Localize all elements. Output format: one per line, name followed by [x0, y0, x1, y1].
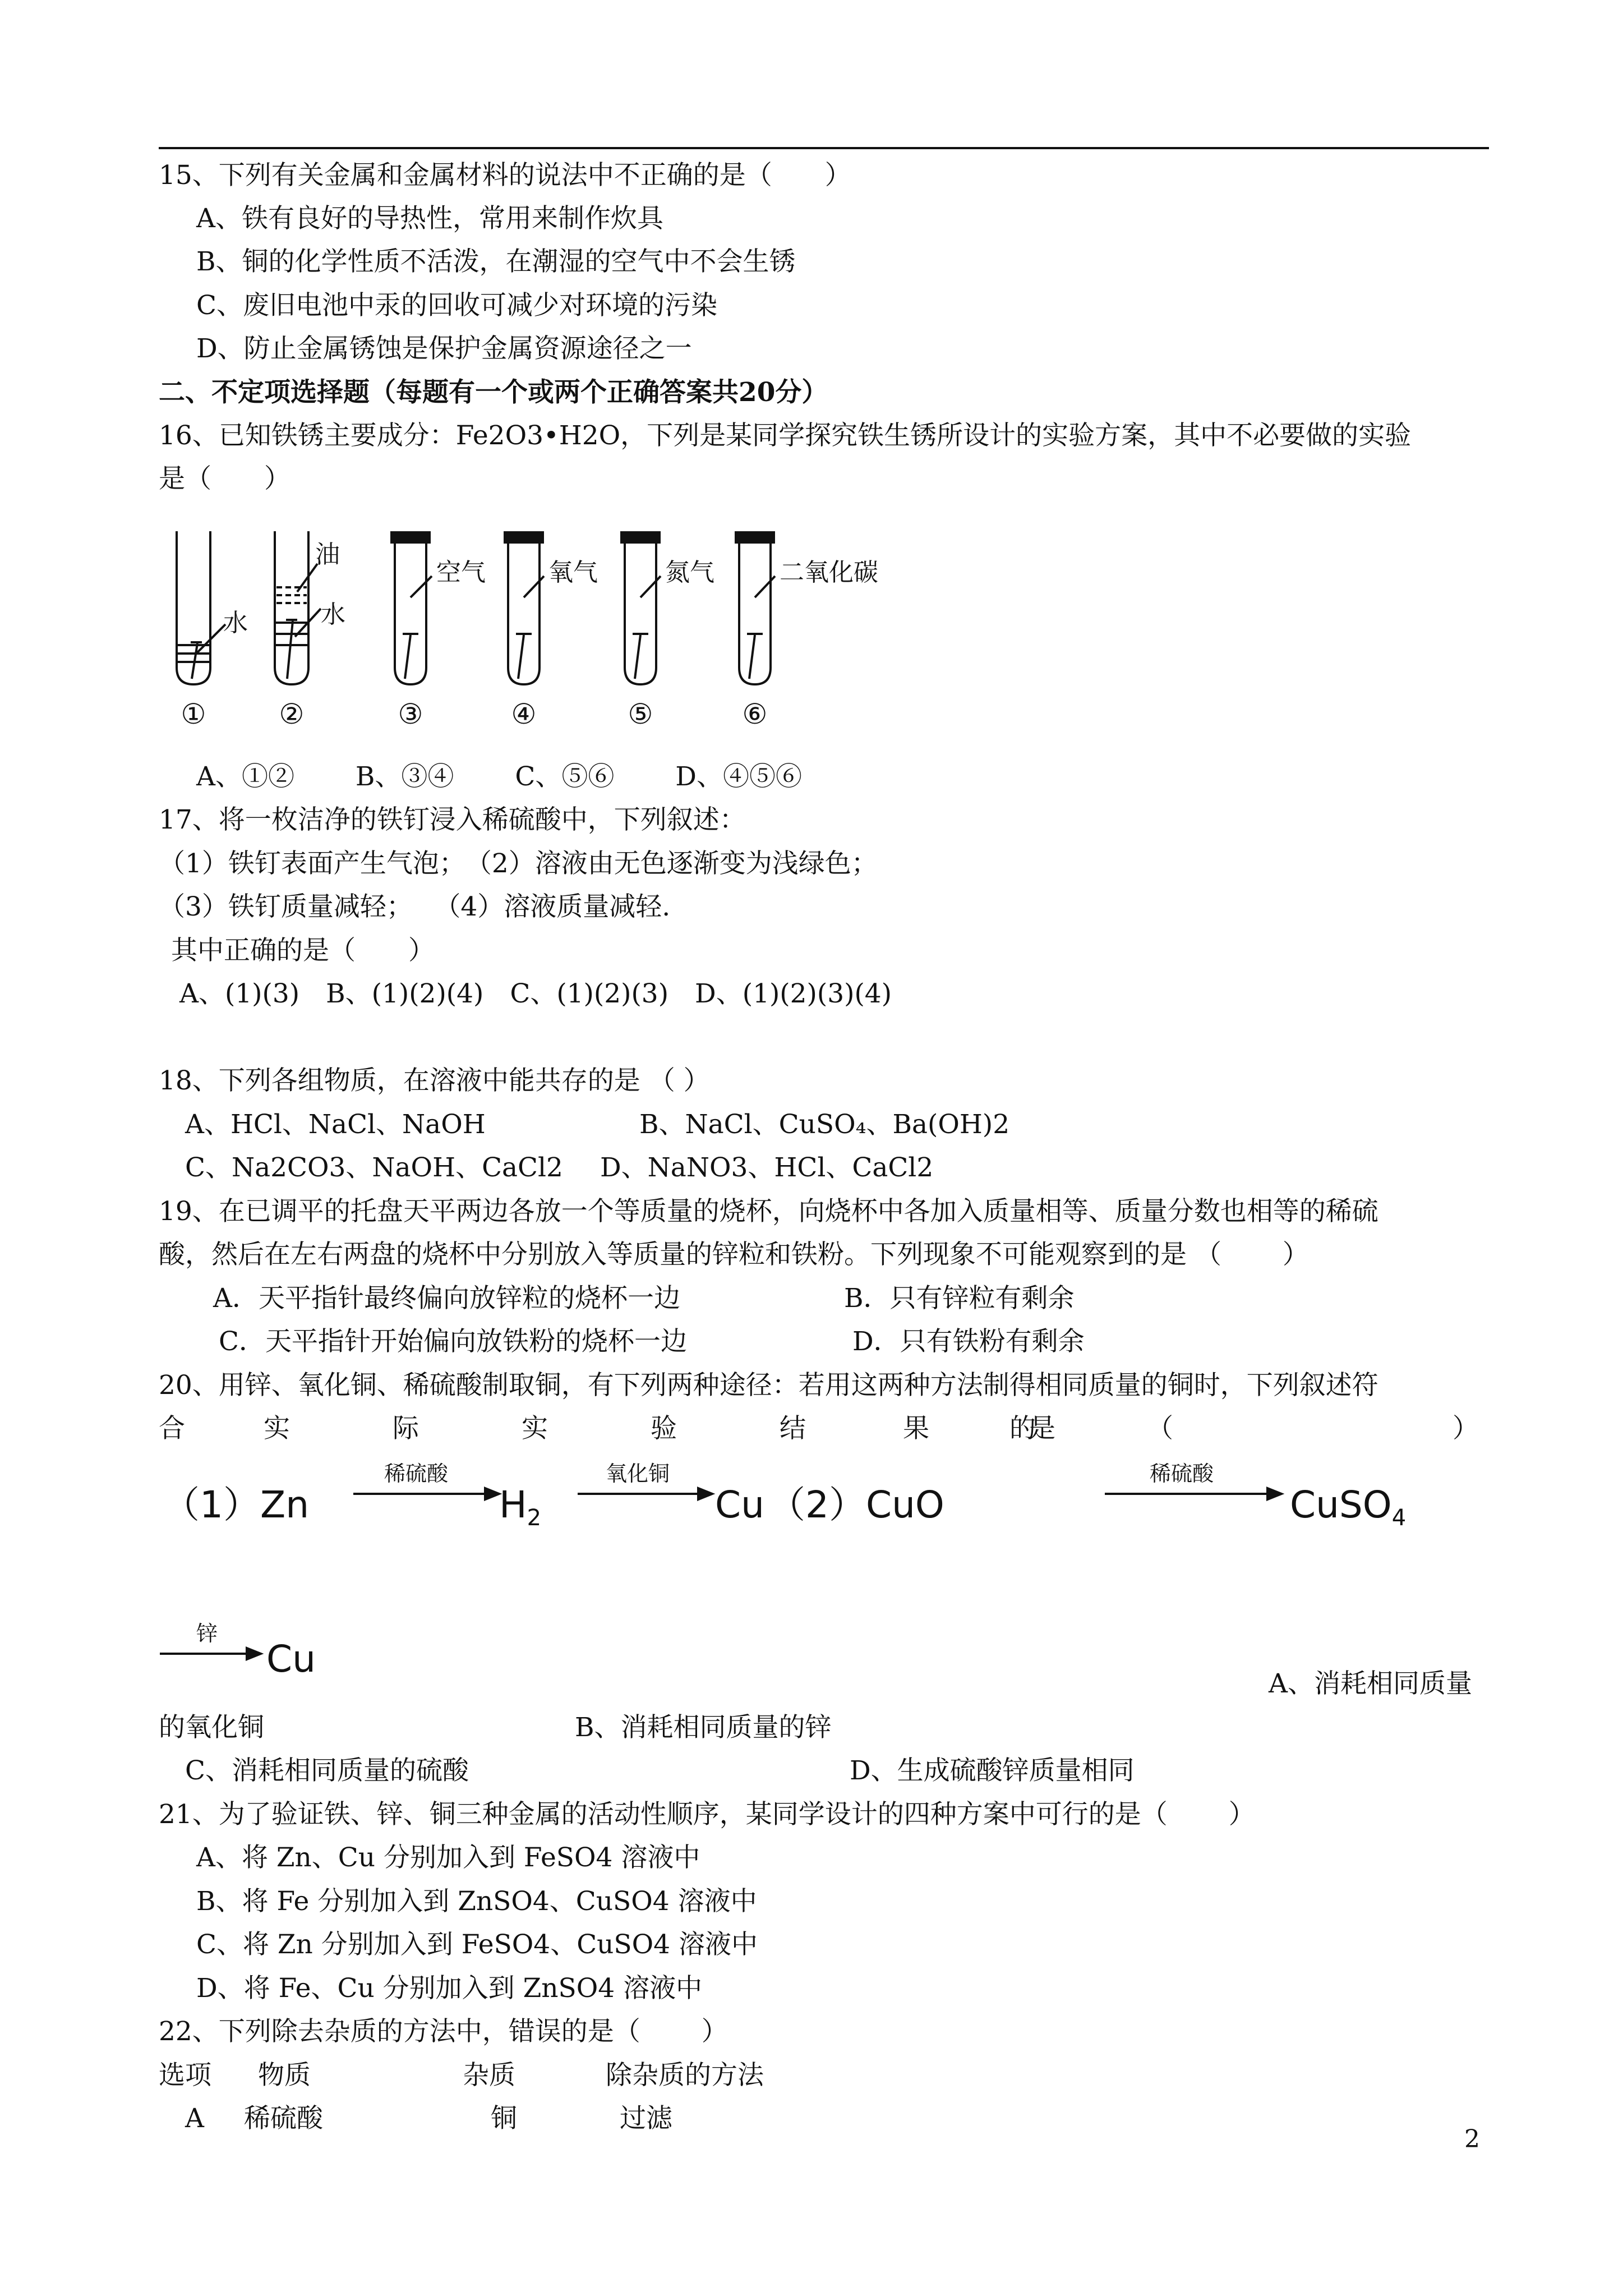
q20-stem2-char-shi: 是 — [1029, 1413, 1055, 1444]
q18-option-a: A、HCl、NaCl、NaOH — [185, 1109, 486, 1140]
page-number: 2 — [1464, 2125, 1480, 2154]
q20-stem2-char: 果 — [903, 1413, 929, 1444]
q19-stem-line2: 酸，然后在左右两盘的烧杯中分别放入等质量的锌粒和铁粉。下列现象不可能观察到的是 （ ） — [159, 1239, 1309, 1270]
q20-stem2-char: （ — [1147, 1413, 1173, 1444]
route2-reagent-1b: 稀硫酸 — [1150, 1461, 1214, 1486]
q18-option-b: B、NaCl、CuSO₄、Ba(OH)2 — [639, 1109, 1010, 1140]
test-tube-6 — [736, 532, 775, 684]
q19-option-b: B．只有锌粒有剩余 — [844, 1283, 1075, 1314]
q15-option-b: B、铜的化学性质不活泼，在潮湿的空气中不会生锈 — [196, 246, 796, 277]
q20-route-2-cont — [1099, 1456, 1481, 1540]
q16-stem-line2: 是（ ） — [159, 463, 291, 494]
q15-option-d: D、防止金属锈蚀是保护金属资源途径之一 — [196, 333, 692, 364]
tube6-label: 二氧化碳 — [780, 558, 878, 587]
q19-option-c: C．天平指针开始偏向放铁粉的烧杯一边 — [219, 1326, 687, 1357]
q15-stem: 15、下列有关金属和金属材料的说法中不正确的是（ ） — [159, 160, 851, 191]
tube2-label-oil: 油 — [315, 540, 340, 569]
q20-option-d: D、生成硫酸锌质量相同 — [850, 1755, 1135, 1786]
q22-row-a-method: 过滤 — [620, 2103, 672, 2134]
test-tube-1 — [177, 531, 225, 684]
test-tubes-figure — [163, 524, 914, 740]
q22-header-method: 除杂质的方法 — [606, 2060, 764, 2091]
q17-statements-2: （3）铁钉质量减轻； （4）溶液质量减轻. — [159, 891, 671, 922]
q22-stem: 22、下列除去杂质的方法中，错误的是（ ） — [159, 2016, 728, 2047]
q20-stem2-char: 验 — [651, 1413, 677, 1444]
q17-stem: 17、将一枚洁净的铁钉浸入稀硫酸中，下列叙述： — [159, 804, 746, 835]
q21-option-c: C、将 Zn 分别加入到 FeSO4、CuSO4 溶液中 — [196, 1929, 758, 1960]
tube4-number: ④ — [511, 698, 537, 730]
q20-option-a-part2: 的氧化铜 — [159, 1712, 264, 1743]
route1-product: Cu — [715, 1483, 764, 1526]
tube1-label: 水 — [223, 609, 248, 637]
q19-option-a: A．天平指针最终偏向放锌粒的烧杯一边 — [213, 1283, 680, 1314]
q20-option-c: C、消耗相同质量的硫酸 — [185, 1755, 469, 1786]
route1-reagent-1: 稀硫酸 — [384, 1461, 449, 1486]
route1-start: （1）Zn — [163, 1483, 310, 1526]
tube4-label: 氧气 — [548, 558, 598, 587]
q20-stem2-char: 结 — [780, 1413, 806, 1444]
q22-header-impurity: 杂质 — [463, 2060, 515, 2091]
q20-option-b: B、消耗相同质量的锌 — [575, 1712, 832, 1743]
q20-stem2-char: 实 — [522, 1413, 548, 1444]
q20-route-1 — [163, 1456, 1228, 1540]
test-tube-4 — [505, 532, 544, 684]
q22-row-a-option: A — [185, 2103, 204, 2134]
tube2-label-water: 水 — [321, 600, 345, 629]
q21-option-a: A、将 Zn、Cu 分别加入到 FeSO4 溶液中 — [196, 1842, 700, 1873]
q22-header-option: 选项 — [159, 2060, 211, 2091]
q22-row-a-substance: 稀硫酸 — [244, 2103, 323, 2134]
route1-reagent-2: 氧化铜 — [606, 1461, 670, 1486]
q17-statements-1: （1）铁钉表面产生气泡； （2）溶液由无色逐渐变为浅绿色； — [159, 848, 878, 879]
route2-start: （2）CuO — [768, 1483, 944, 1526]
tube5-label: 氮气 — [665, 558, 714, 587]
test-tube-5 — [621, 532, 661, 684]
tube3-label: 空气 — [436, 558, 486, 587]
q21-stem: 21、为了验证铁、锌、铜三种金属的活动性顺序，某同学设计的四种方案中可行的是（ ） — [159, 1799, 1255, 1830]
q22-row-a-impurity: 铜 — [491, 2103, 517, 2134]
route2-intermediate: CuSO$_4$ — [1290, 1483, 1407, 1531]
tube6-number: ⑥ — [742, 698, 768, 730]
q20-stem-line2 — [0, 1412, 1623, 1446]
tube5-number: ⑤ — [628, 698, 653, 730]
q19-option-d: D．只有铁粉有剩余 — [852, 1326, 1085, 1357]
q20-option-a-part1: A、消耗相同质量 — [1269, 1668, 1472, 1699]
q21-option-d: D、将 Fe、Cu 分别加入到 ZnSO4 溶液中 — [196, 1973, 703, 2004]
tube2-number: ② — [279, 698, 305, 730]
q20-stem2-char: 实 — [264, 1413, 290, 1444]
q15-option-c: C、废旧电池中汞的回收可减少对环境的污染 — [196, 290, 717, 321]
q15-option-a: A、铁有良好的导热性，常用来制作炊具 — [196, 203, 663, 234]
tube1-number: ① — [181, 698, 206, 730]
q21-option-b: B、将 Fe 分别加入到 ZnSO4、CuSO4 溶液中 — [196, 1886, 757, 1917]
route2-reagent-2: 锌 — [196, 1621, 218, 1646]
header-rule — [159, 147, 1489, 149]
q20-stem2-char: 的 — [1009, 1413, 1036, 1444]
q18-option-d: D、NaNO3、HCl、CaCl2 — [600, 1152, 934, 1183]
route1-intermediate: $H_2$ — [499, 1483, 542, 1531]
q16-options: A、①② B、③④ C、⑤⑥ D、④⑤⑥ — [196, 761, 802, 792]
q20-route-2-end — [157, 1621, 325, 1683]
q16-stem-line1: 16、已知铁锈主要成分：Fe2O3•H2O，下列是某同学探究铁生锈所设计的实验方案，其中不必要做的实验 — [159, 420, 1412, 451]
section-title: 二、不定项选择题（每题有一个或两个正确答案共20分） — [159, 377, 828, 408]
test-tube-3 — [391, 532, 432, 684]
q20-stem2-char: ） — [1453, 1413, 1479, 1444]
q18-option-c: C、Na2CO3、NaOH、CaCl2 — [185, 1152, 563, 1183]
q20-stem-line1: 20、用锌、氧化铜、稀硫酸制取铜，有下列两种途径：若用这两种方法制得相同质量的铜时，下列叙述符 — [159, 1370, 1378, 1401]
route2-product: Cu — [266, 1637, 316, 1681]
q20-stem2-char: 合 — [159, 1413, 185, 1444]
q17-options: A、(1)(3) B、(1)(2)(4) C、(1)(2)(3) D、(1)(2)(3)(4) — [179, 978, 892, 1009]
test-tube-2 — [275, 531, 321, 684]
q20-stem2-char: 际 — [393, 1413, 419, 1444]
q17-ask: 其中正确的是（ ） — [171, 935, 435, 966]
tube3-number: ③ — [398, 698, 423, 730]
q22-header-substance: 物质 — [258, 2060, 311, 2091]
q18-stem: 18、下列各组物质，在溶液中能共存的是 （ ） — [159, 1065, 710, 1096]
q19-stem-line1: 19、在已调平的托盘天平两边各放一个等质量的烧杯，向烧杯中各加入质量相等、质量分数也相等的稀硫 — [159, 1196, 1378, 1227]
